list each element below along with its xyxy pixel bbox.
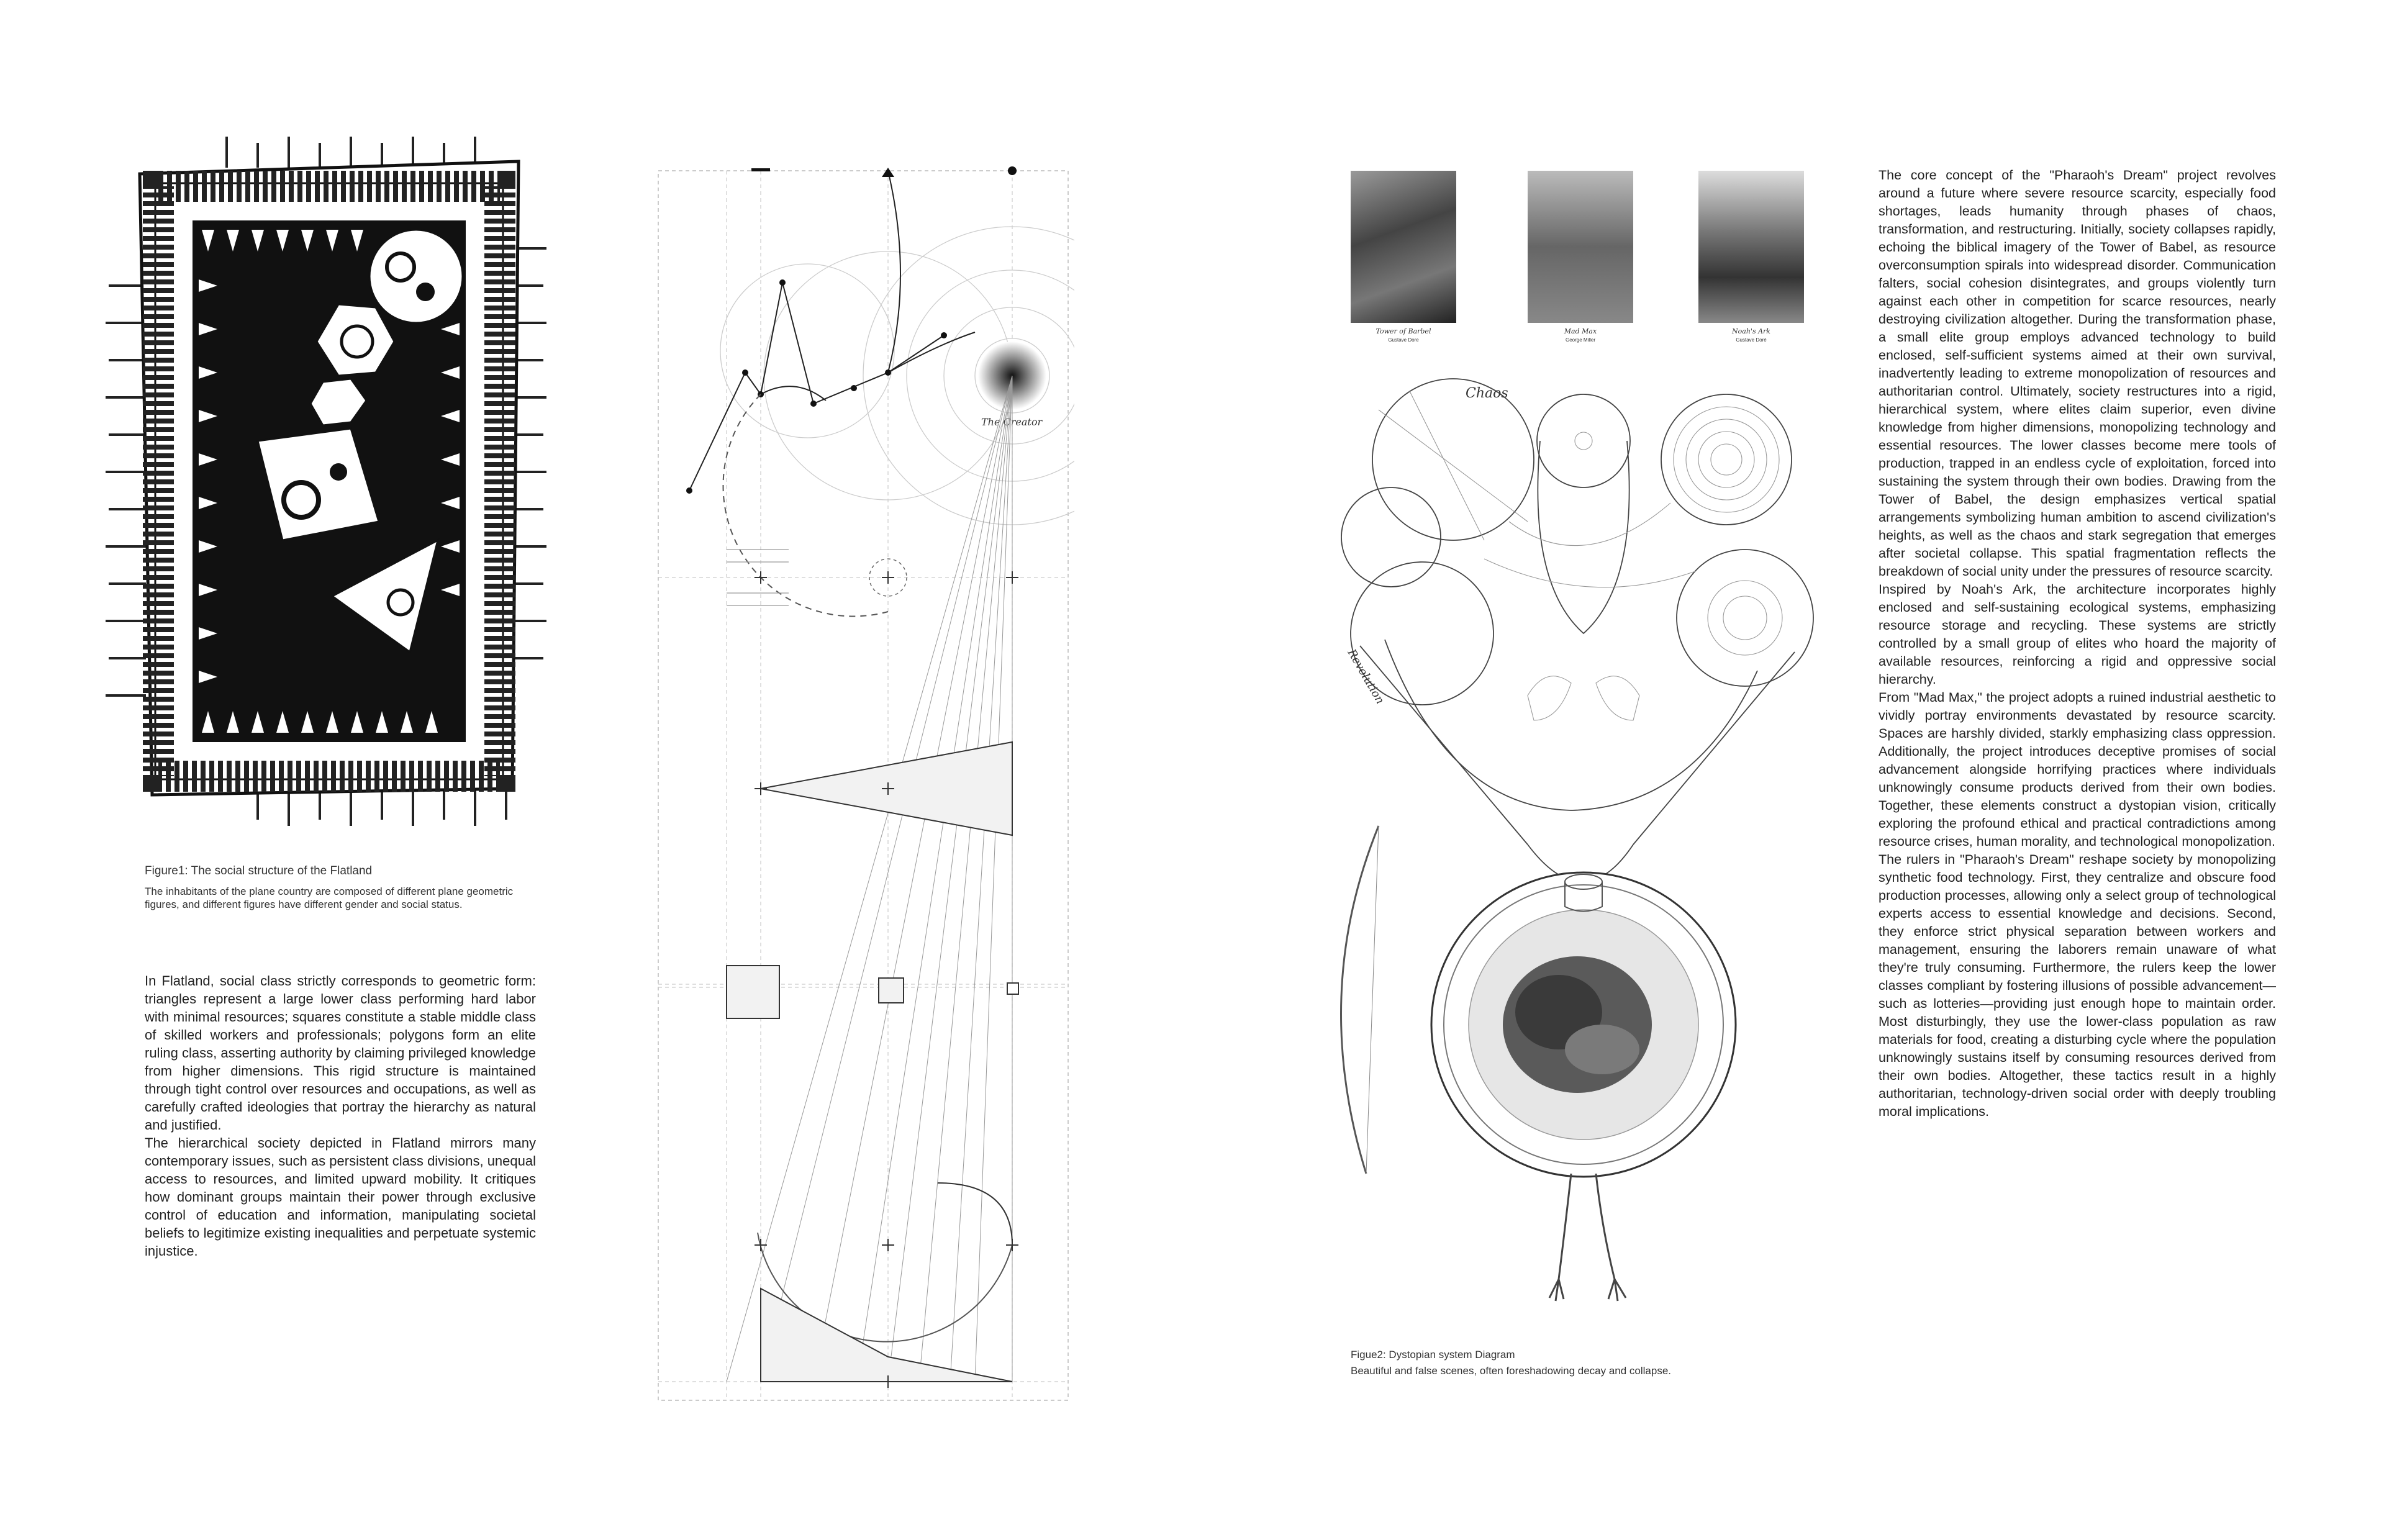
- image-3-title: Noah's Ark: [1732, 327, 1770, 335]
- creator-label: The Creator: [981, 416, 1043, 428]
- reference-images: [1351, 171, 1823, 343]
- geometry-construction-diagram: [652, 165, 1074, 1406]
- dystopian-system-diagram: [1323, 373, 1832, 1341]
- noahs-ark-image: [1698, 171, 1804, 323]
- figure2-title: Figue2: Dystopian system Diagram: [1351, 1349, 1515, 1361]
- revolution-label: Revolution: [1344, 647, 1387, 707]
- left-paragraph-2: The hierarchical society depicted in Flatland mirrors many contemporary issues, such as persistent class divisions, unequal access to resources, and limited upward mobility. It critiques how dominant groups maintain their power through exclusive control of education and information, manipulating societal beliefs to legitimize existing inequalities and perpetuate systemic injustice.: [145, 1135, 536, 1259]
- image-1-author: Gustave Dore: [1388, 337, 1419, 343]
- tower-of-babel-image: [1351, 171, 1456, 323]
- left-paragraph-1: In Flatland, social class strictly corresponds to geometric form: triangles represent a large lower class performing hard labor with minimal resources; squares constitute a stable middle class of skilled workers and professionals; polygons form an elite ruling class, asserting authority by claiming privileged knowledge from higher dimensions. This rigid structure is maintained through tight control over resources and occupations, as well as carefully crafted ideologies that portray the hierarchy as natural and justified.: [145, 973, 536, 1133]
- flatland-figure: [102, 137, 550, 832]
- figure1-title: Figure1: The social structure of the Flatland: [145, 864, 373, 877]
- right-paragraph-2: Inspired by Noah's Ark, the architecture incorporates highly enclosed and self-sustaining ecological systems, emphasizing resource storage and recycling. These systems are strictly controlled by a small group of elites who hoard the majority of available resources, reinforcing a rigid and oppressive social hierarchy.: [1879, 582, 2276, 687]
- image-2-title: Mad Max: [1564, 327, 1597, 335]
- right-paragraph-4: The rulers in "Pharaoh's Dream" reshape society by monopolizing synthetic food technology. First, they centralize and obscure food production processes, allowing only a select group of technological experts access to essential knowledge and decisions. Second, they enforce strict physical separation between workers and management, ensuring the laborers remain unaware of what they're truly consuming. Furthermore, the rulers keep the lower classes compliant by fostering illusions of possible advancement—such as lotteries—providing just enough hope to maintain order. Most disturbingly, they use the lower-class population as raw materials for food, creating a disturbing cycle where the population unknowingly sustains itself by consuming resources derived from their own bodies. Altogether, these tactics result in a highly authoritarian, technology-driven social order with deeply troubling moral implications.: [1879, 852, 2276, 1119]
- chaos-label: Chaos: [1466, 386, 1508, 401]
- geometry-column: [652, 165, 1074, 1406]
- mad-max-image: [1528, 171, 1633, 323]
- right-text-block: [1879, 166, 2276, 1121]
- left-text-block: [145, 972, 536, 1260]
- image-2-author: George Miller: [1565, 337, 1595, 343]
- image-1-title: Tower of Barbel: [1376, 327, 1431, 335]
- flatland-carpet-illustration: [102, 137, 550, 832]
- image-3-author: Gustave Doré: [1736, 337, 1767, 343]
- figure2-description: Beautiful and false scenes, often foreshadowing decay and collapse.: [1351, 1365, 1672, 1377]
- right-paragraph-1: The core concept of the "Pharaoh's Dream" project revolves around a future where severe resource scarcity, especially food shortages, leads humanity through phases of chaos, transformation, and restructuring. Initially, society collapses rapidly, echoing the biblical imagery of the Tower of Babel, as resource overconsumption spirals into widespread disorder. Communication falters, social cohesion disintegrates, and groups violently turn against each other in competition for scarce resources, nearly destroying civilization altogether. During the transformation phase, a small elite group employs advanced technology to build enclosed, self-sufficient systems aimed at their own survival, inadvertently leading to extreme monopolization of resources and authoritarian control. Ultimately, society restructures into a rigid, hierarchical system, where elites claim superior, even divine knowledge from higher dimensions, monopolizing technology and essential resources. The lower classes become mere tools of production, trapped in an endless cycle of exploitation, forced into sustaining the system through their own bodies. Drawing from the Tower of Babel, the design emphasizes vertical spatial arrangements symbolizing human ambition to ascend civilization's heights, as well as the chaos and stark segregation that emerges after societal collapse. This spatial fragmentation reflects the breakdown of social unity under the pressures of resource scarcity.: [1879, 168, 2276, 579]
- right-paragraph-3: From "Mad Max," the project adopts a ruined industrial aesthetic to vividly portray environments devastated by resource scarcity. Spaces are harshly divided, starkly emphasizing class oppression. Additionally, the project introduces deceptive promises of social advancement alongside horrifying practices where individuals unknowingly consume products derived from their own bodies. Together, these elements construct a dystopian vision, critically exploring the profound ethical and practical contradictions among resource crises, human morality, and technological monopolization.: [1879, 690, 2276, 849]
- dystopian-diagram: [1323, 373, 1832, 1341]
- figure1-description: The inhabitants of the plane country are composed of different plane geometric figures, and different figures have different gender and social status.: [145, 886, 514, 910]
